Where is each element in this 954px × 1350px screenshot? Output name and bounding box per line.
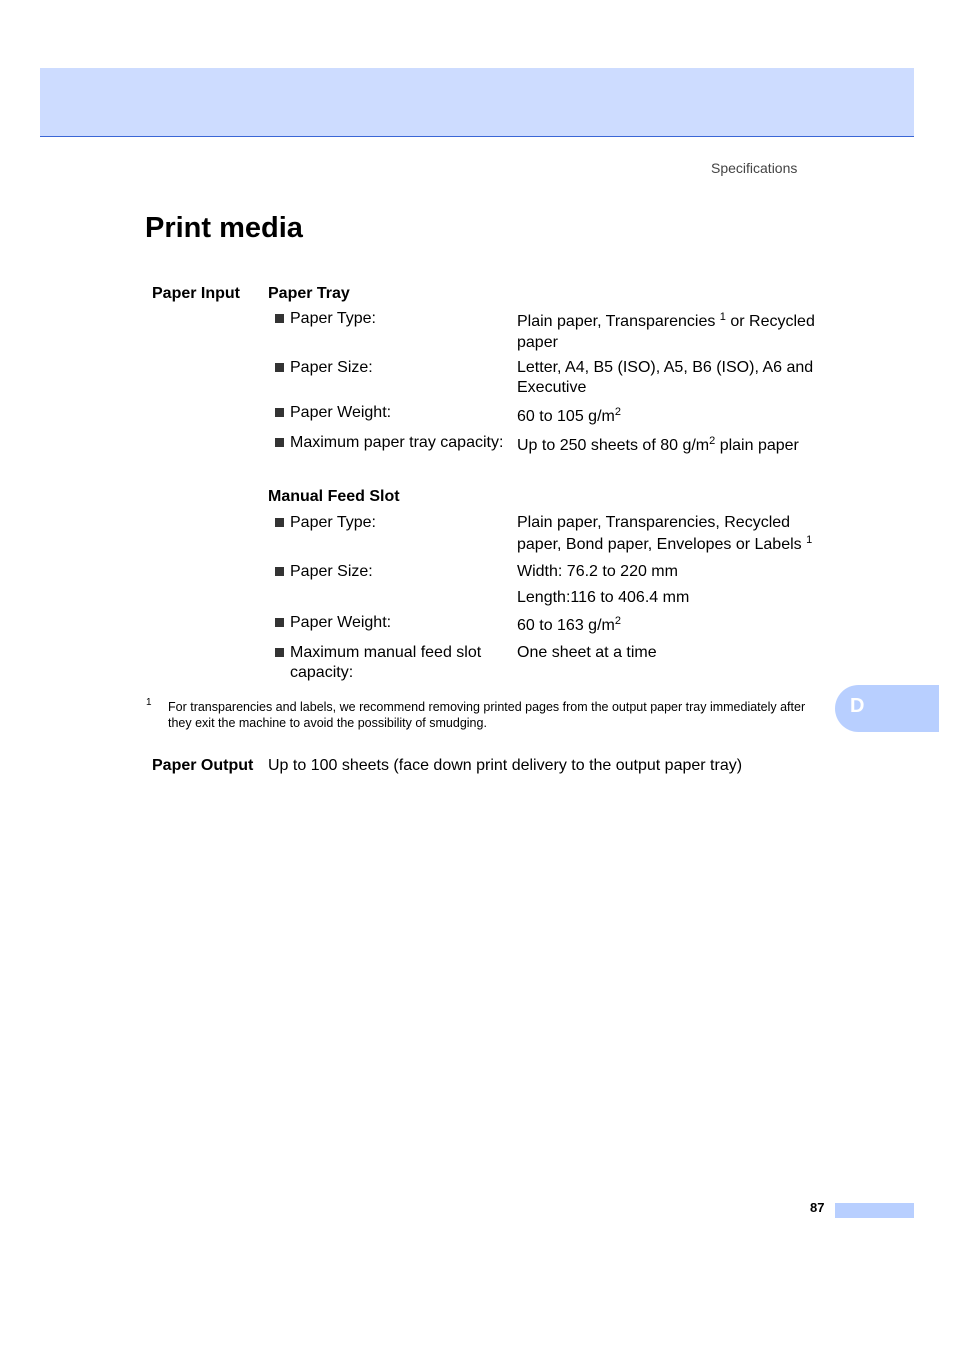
manual-size-width: Width: 76.2 to 220 mm [517, 563, 678, 580]
page-number: 87 [810, 1200, 825, 1215]
bullet-icon [275, 567, 284, 576]
manual-size-label: Paper Size: [290, 563, 373, 580]
bullet-icon [275, 408, 284, 417]
chapter-tab-letter: D [850, 695, 865, 717]
manual-feed-heading: Manual Feed Slot [268, 488, 400, 505]
bullet-icon [275, 438, 284, 447]
bullet-icon [275, 363, 284, 372]
bullet-icon [275, 648, 284, 657]
manual-capacity-label-cont: capacity: [290, 664, 354, 681]
footnote-mark: 1 [146, 697, 152, 708]
manual-capacity-label: Maximum manual feed slot [290, 644, 482, 661]
chapter-tab [835, 685, 939, 732]
tray-capacity-value: Up to 250 sheets of 80 $g/m^2$ plain paper [517, 435, 799, 454]
footnote-line-2: they exit the machine to avoid the possibility of smudging. [168, 716, 487, 730]
manual-weight-value: 60 to 163 $g/m^2$ [517, 615, 621, 634]
bullet-icon [275, 618, 284, 627]
tray-size-label: Paper Size: [290, 359, 373, 376]
tray-type-value: Plain paper, Transparencies $^1$ or Recycled [517, 311, 815, 330]
bullet-icon [275, 518, 284, 527]
tray-weight-label: Paper Weight: [290, 404, 392, 421]
tray-type-value-cont: paper [517, 334, 558, 351]
header-band [40, 68, 914, 137]
tray-size-value-cont: Executive [517, 379, 587, 396]
page-number-bar [835, 1203, 914, 1218]
running-title: Specifications [711, 160, 798, 176]
manual-type-label: Paper Type: [290, 514, 376, 531]
bullet-icon [275, 314, 284, 323]
page-title: Print media [145, 212, 303, 244]
paper-output-label: Paper Output [152, 757, 254, 774]
manual-weight-label: Paper Weight: [290, 614, 392, 631]
tray-weight-value: 60 to 105 $g/m^2$ [517, 406, 621, 425]
paper-input-label: Paper Input [152, 285, 241, 302]
manual-capacity-value: One sheet at a time [517, 644, 657, 661]
tray-size-value: Letter, A4, B5 (ISO), A5, B6 (ISO), A6 and [517, 359, 814, 376]
paper-output-value: Up to 100 sheets (face down print delivery to the output paper tray) [268, 757, 743, 774]
manual-size-length: Length:116 to 406.4 mm [517, 589, 690, 606]
manual-type-value: Plain paper, Transparencies, Recycled [517, 514, 791, 531]
tray-type-label: Paper Type: [290, 310, 376, 327]
paper-tray-heading: Paper Tray [268, 285, 350, 302]
manual-type-value-cont: paper, Bond paper, Envelopes or Labels $^1$ [517, 534, 813, 553]
footnote-line-1: For transparencies and labels, we recommend removing printed pages from the output paper tray immediately after [168, 700, 806, 714]
tray-capacity-label: Maximum paper tray capacity: [290, 434, 504, 451]
